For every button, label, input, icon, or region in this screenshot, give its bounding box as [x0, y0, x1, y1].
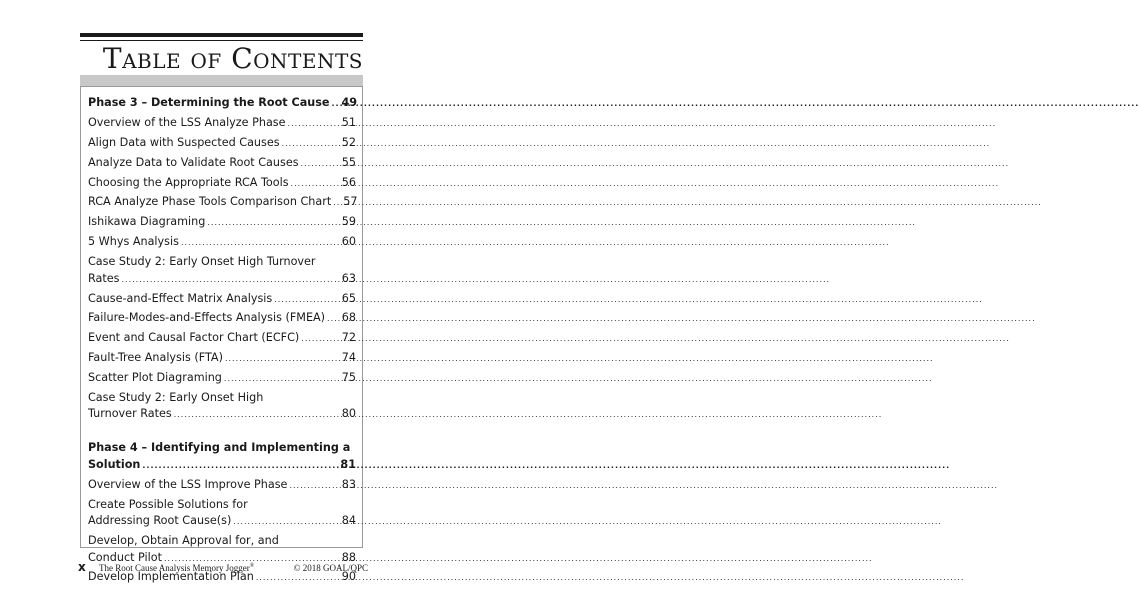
toc-entry-line2 — [88, 271, 356, 288]
toc-leader-dots — [291, 179, 340, 191]
contents-header-band — [80, 75, 363, 86]
trademark-symbol: ® — [249, 563, 255, 569]
toc-page-number: 65 — [341, 291, 356, 305]
toc-leader-dots — [332, 100, 340, 112]
toc-leader-dots — [301, 335, 339, 347]
toc-entry[interactable] — [88, 175, 356, 192]
toc-heading-line2 — [88, 457, 356, 474]
top-rule-thin — [80, 40, 363, 41]
footer-copyright: © 2018 GOAL/QPC — [293, 563, 368, 573]
toc-entry-label: Scatter Plot Diagraming — [88, 371, 222, 385]
toc-entry-label: Ishikawa Diagraming — [88, 215, 206, 229]
toc-entry-label: Align Data with Suspected Causes — [88, 135, 280, 149]
toc-entry[interactable] — [88, 234, 356, 251]
toc-heading-phase3[interactable] — [88, 95, 356, 112]
toc-leader-dots — [301, 159, 340, 171]
toc-entry-label: Overview of the LSS Improve Phase — [88, 477, 288, 491]
toc-page-number: 51 — [341, 115, 356, 129]
toc-entry[interactable] — [88, 477, 356, 494]
toc-page-number: 75 — [341, 371, 356, 385]
toc-leader-dots — [174, 411, 340, 423]
toc-entry[interactable] — [88, 291, 356, 308]
toc-entry-line2 — [88, 406, 356, 423]
footer-book-title — [99, 563, 254, 573]
toc-entry[interactable] — [88, 497, 356, 530]
toc-leader-dots — [224, 375, 340, 387]
toc-page-number: 74 — [341, 351, 356, 365]
toc-entry[interactable] — [88, 135, 356, 152]
toc-entry[interactable] — [88, 155, 356, 172]
toc-entry-label: Cause-and-Effect Matrix Analysis — [88, 291, 273, 305]
toc-heading-phase4[interactable] — [88, 440, 356, 473]
toc-page-number: 72 — [341, 331, 356, 345]
toc-page-number: 59 — [341, 215, 356, 229]
toc-entry[interactable] — [88, 214, 356, 231]
toc-entry-label: Conduct Pilot — [88, 550, 162, 564]
toc-entry-label: Develop Implementation Plan — [88, 570, 254, 584]
toc-entry-label-line1: Develop, Obtain Approval for, and — [88, 534, 279, 548]
book-title-text: The Root Cause Analysis Memory Jogger — [99, 563, 250, 573]
toc-entry[interactable] — [88, 390, 356, 423]
toc-page-number: 68 — [341, 311, 356, 325]
toc-leader-dots — [274, 295, 340, 307]
toc-leader-dots — [289, 481, 339, 493]
toc-entry-label-line1: Case Study 2: Early Onset High Turnover — [88, 255, 316, 269]
toc-leader-dots — [207, 219, 339, 231]
toc-entry-label-line1: Create Possible Solutions for — [88, 497, 248, 511]
toc-heading-label-line1: Phase 4 – Identifying and Implementing a — [88, 441, 351, 455]
toc-leader-dots — [333, 199, 341, 211]
toc-leader-dots — [233, 518, 339, 530]
toc-entry-label: Overview of the LSS Analyze Phase — [88, 115, 286, 129]
toc-entry[interactable] — [88, 370, 356, 387]
toc-page-number: 52 — [341, 135, 356, 149]
toc-entry-label: Turnover Rates — [88, 407, 172, 421]
toc-leader-dots — [225, 355, 340, 367]
toc-leader-dots — [288, 119, 340, 131]
toc-page-number: 80 — [341, 407, 356, 421]
toc-entry-label: Fault-Tree Analysis (FTA) — [88, 351, 223, 365]
toc-entry-label-line1: Case Study 2: Early Onset High — [88, 390, 264, 404]
toc-entry[interactable] — [88, 350, 356, 367]
toc-entry-label: Event and Causal Factor Chart (ECFC) — [88, 331, 300, 345]
toc-entry-label: Addressing Root Cause(s) — [88, 514, 232, 528]
toc-page-number: 83 — [341, 477, 356, 491]
toc-leader-dots — [327, 315, 340, 327]
toc-page-number: 63 — [341, 271, 356, 285]
toc-leader-dots — [256, 574, 340, 586]
page-title: Table of Contents — [102, 42, 363, 75]
toc-leader-dots — [142, 461, 338, 473]
section-gap — [88, 426, 356, 440]
toc-page-number: 60 — [341, 235, 356, 249]
toc-entry[interactable] — [88, 254, 356, 287]
toc-page-number: 81 — [340, 457, 356, 471]
toc-entry-label: Rates — [88, 271, 120, 285]
toc-entry-label: 5 Whys Analysis — [88, 235, 179, 249]
toc-entry-label: Failure-Modes-and-Effects Analysis (FMEA) — [88, 311, 326, 325]
toc-heading-label: Solution — [88, 457, 141, 471]
toc-page-number: 84 — [341, 514, 356, 528]
toc-leader-dots — [121, 275, 339, 287]
toc-entry-label: RCA Analyze Phase Tools Comparison Chart — [88, 195, 332, 209]
toc-page-number: 49 — [341, 96, 358, 109]
toc-entry[interactable] — [88, 194, 356, 211]
toc-entry-label: Analyze Data to Validate Root Causes — [88, 155, 299, 169]
table-of-contents — [88, 95, 356, 589]
toc-entry[interactable] — [88, 310, 356, 327]
toc-entry-line2 — [88, 513, 356, 530]
toc-page-number: 55 — [341, 155, 356, 169]
toc-entry[interactable] — [88, 115, 356, 132]
toc-heading-label: Phase 3 – Determining the Root Cause — [88, 96, 330, 109]
page-marker: x — [78, 560, 86, 574]
toc-entry-label: Choosing the Appropriate RCA Tools — [88, 175, 289, 189]
toc-leader-dots — [181, 239, 340, 251]
toc-page-number: 56 — [341, 175, 356, 189]
toc-page-number: 88 — [341, 550, 356, 564]
toc-page-number: 90 — [341, 570, 356, 584]
toc-entry[interactable] — [88, 330, 356, 347]
top-rule-thick — [80, 33, 363, 37]
toc-page-number: 57 — [343, 195, 358, 209]
toc-leader-dots — [282, 139, 340, 151]
toc-entry[interactable] — [88, 533, 356, 566]
